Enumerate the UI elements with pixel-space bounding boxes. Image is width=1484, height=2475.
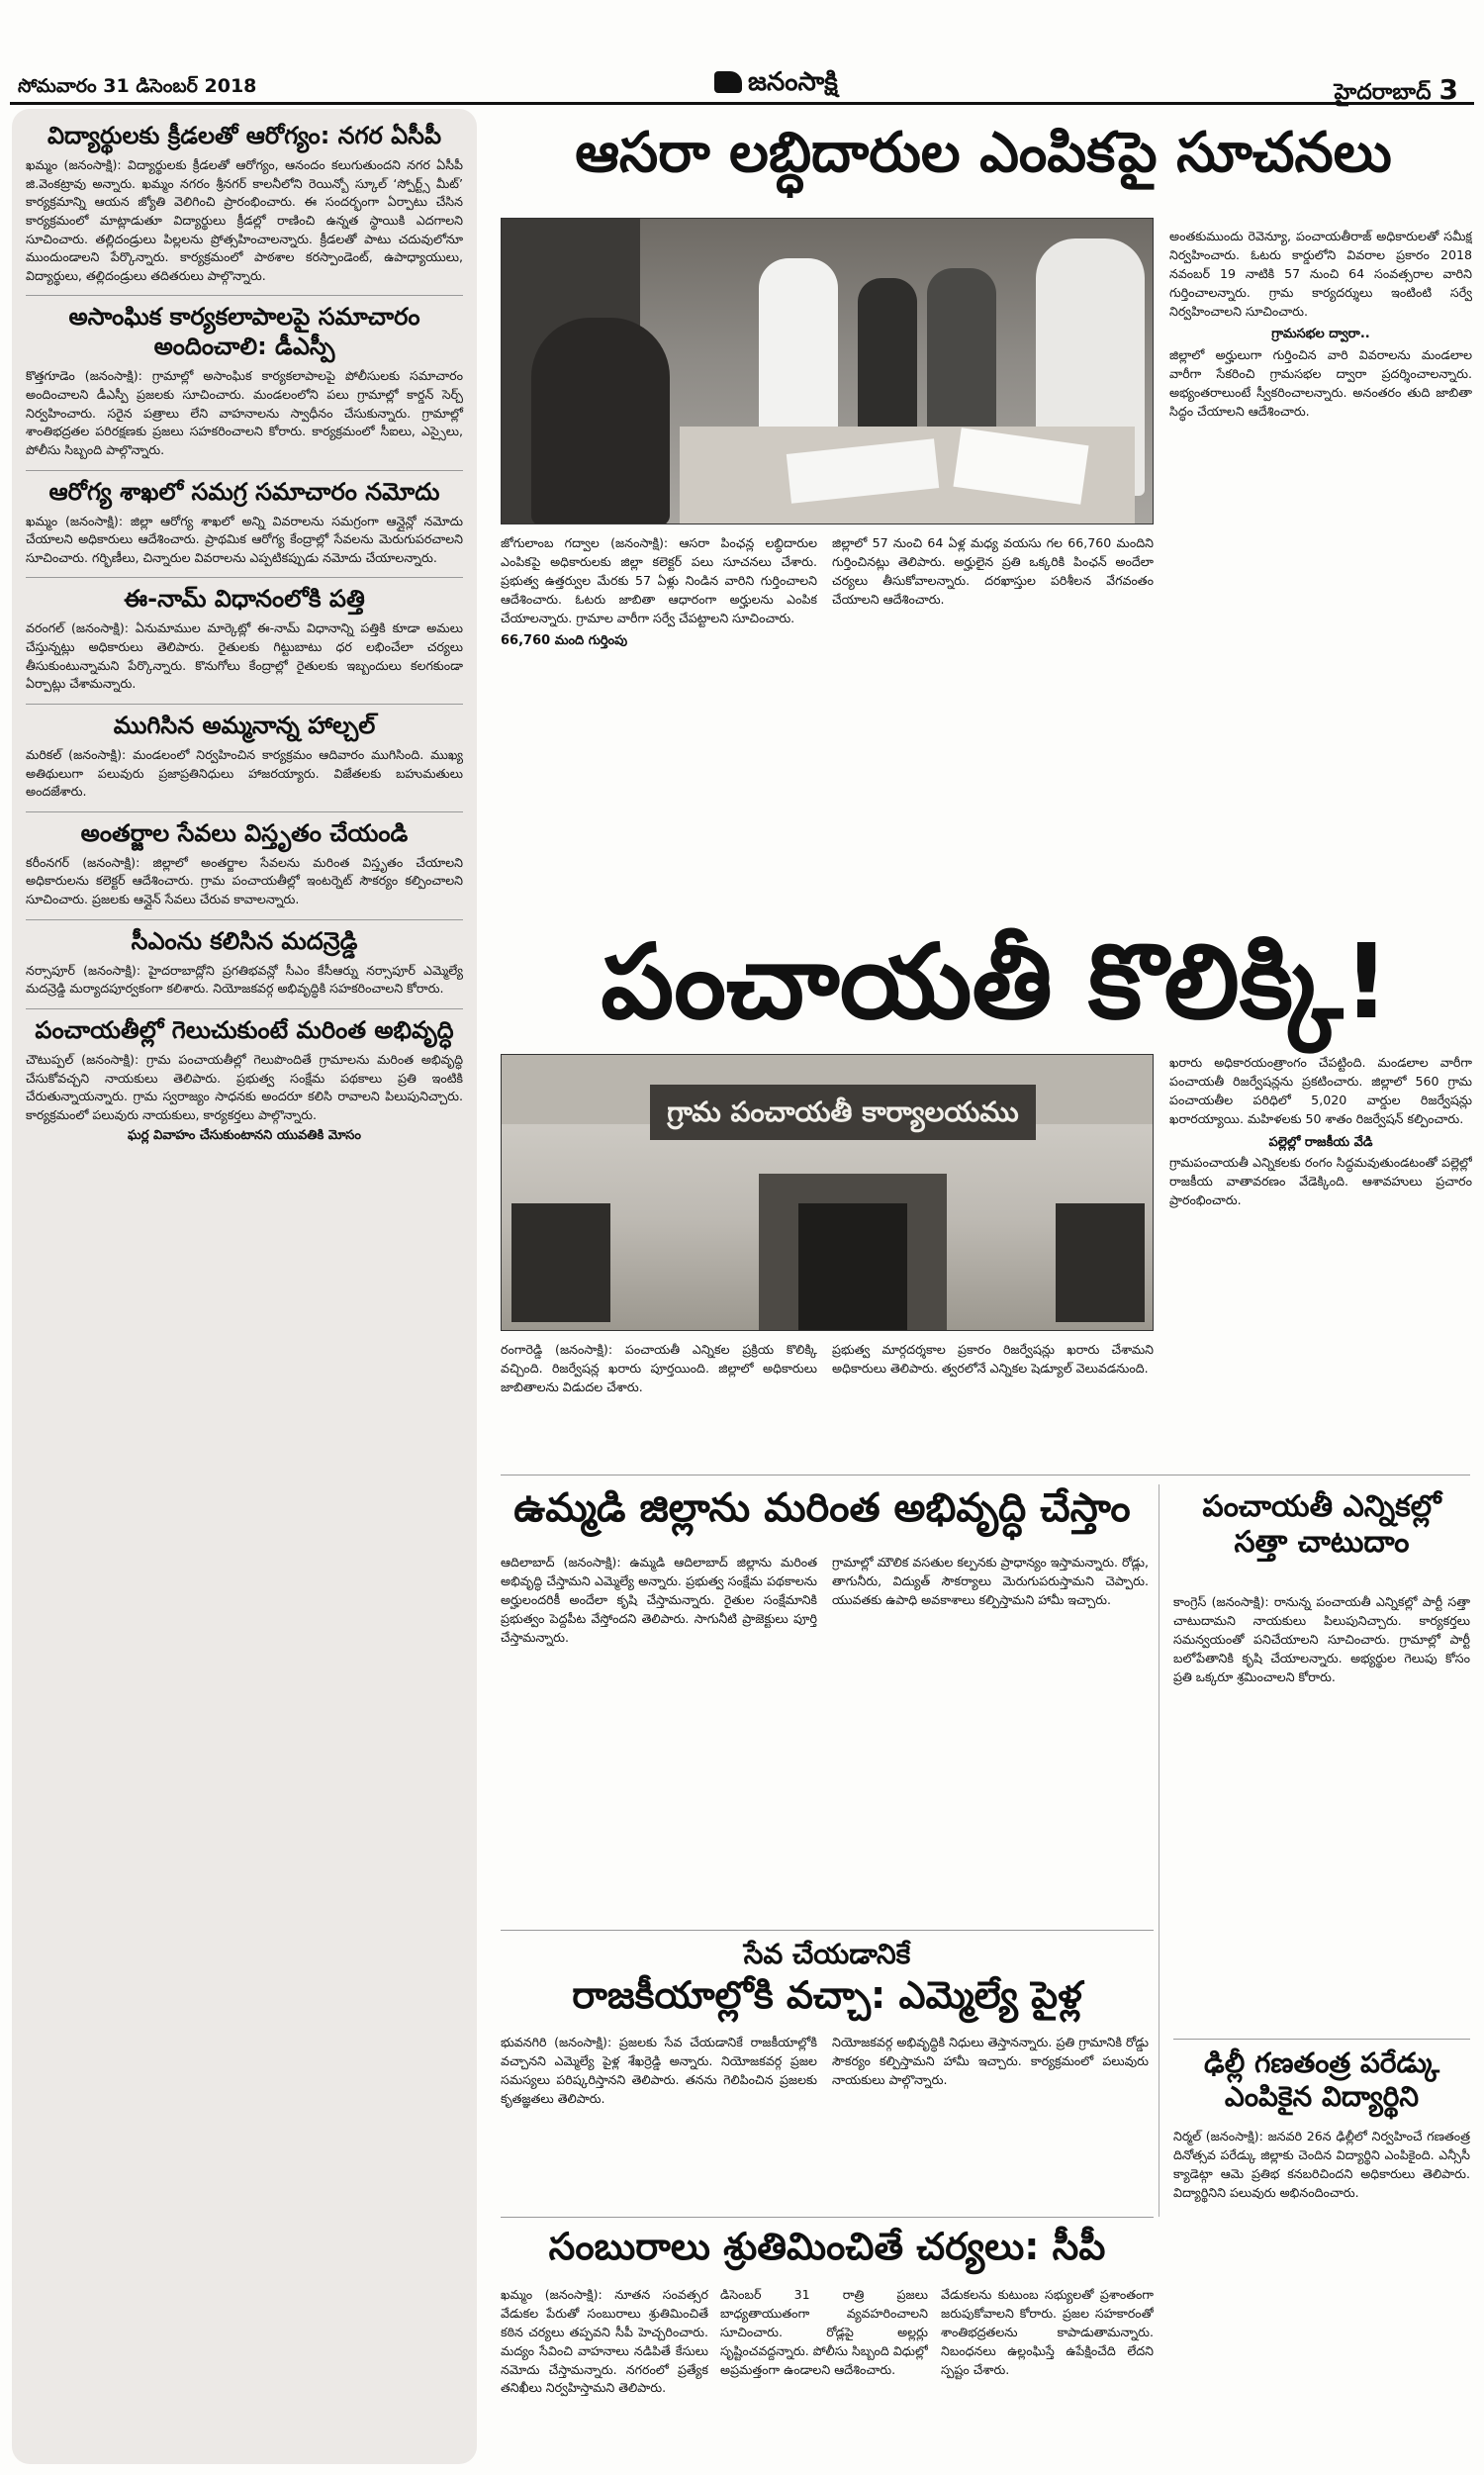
masthead xyxy=(10,65,1474,105)
rail-story-4-title: ఈ-నామ్ విధానంలోకి పత్తి xyxy=(124,585,365,614)
divider xyxy=(26,704,463,705)
mla-column-1 xyxy=(501,2034,817,2212)
lead-story-text-1: జోగులాంబ గద్వాల (జనంసాక్షి): ఆసరా పింఛన్ల లబ్ధిదారుల ఎంపికపై అధికారులకు జిల్లా కలెక్టర్ పలు సూచనలు చేశారు. ప్రభుత్వ ఉత్తర్వుల మేరకు 57 ఏళ్లు నిండిన వారిని గుర్తించాలని ఆదేశించారు. ఓటరు జాబితా ఆధారంగా అర్హులను ఎంపిక చేయాలన్నారు. గ్రామాల వారీగా సర్వే చేపట్టాలని సూచించారు. xyxy=(501,535,817,625)
paper-logo xyxy=(714,67,838,103)
divider xyxy=(26,919,463,920)
mla-headline: రాజకీయాల్లోకి వచ్చా: ఎమ్మెల్యే పైళ్ల xyxy=(572,1973,1082,2017)
lead-headline: ఆసరా లబ్ధిదారుల ఎంపికపై సూచనలు xyxy=(575,121,1392,185)
panchayat-subhead: పల్లెల్లో రాజకీయ వేడి xyxy=(1268,1134,1373,1150)
divider xyxy=(501,2217,1154,2218)
rail-story-6 xyxy=(26,818,463,909)
divider xyxy=(26,470,463,471)
mla-text-1: భువనగిరి (జనంసాక్షి): ప్రజలకు సేవ చేయడానికే రాజకీయాల్లోకి వచ్చానని ఎమ్మెల్యే పైళ్ల శేఖర్రెడ్డి అన్నారు. నియోజకవర్గ ప్రజల సమస్యలు పరిష్కరిస్తానని తెలిపారు. తనను గెలిపించిన ప్రజలకు కృతజ్ఞతలు తెలిపారు. xyxy=(501,2035,817,2106)
divider xyxy=(26,295,463,296)
celebrations-headline: సంబురాలు శ్రుతిమించితే చర్యలు: సీపీ xyxy=(548,2225,1106,2268)
page-number: 3 xyxy=(1438,73,1458,106)
lead-story-column-right xyxy=(1169,228,1472,653)
rail-story-8-body: చౌటుప్పల్ (జనంసాక్షి): గ్రామ పంచాయతీల్లో గెలుపొందితే గ్రామాలను మరింత అభివృద్ధి చేసుకోవచ్చని నాయకులు తెలిపారు. ప్రభుత్వ సంక్షేమ పథకాలు ప్రతి ఇంటికి చేరుతున్నాయన్నారు. గ్రామ స్వరాజ్యం సాధనకు అందరూ కలిసి రావాలని పిలుపునిచ్చారు. కార్యక్రమంలో పలువురు నాయకులు, కార్యకర్తలు పాల్గొన్నారు. xyxy=(26,1051,463,1122)
parade-headline: ఢిల్లీ గణతంత్ర పరేడ్కు ఎంపికైన విద్యార్థిని xyxy=(1204,2047,1439,2113)
left-news-rail xyxy=(12,109,477,2464)
panchayat-story-column-2 xyxy=(832,1341,1154,1460)
panchayat-story-column-1 xyxy=(501,1341,817,1460)
rail-story-5-title: ముగిసిన అమ్మనాన్న హాల్చల్ xyxy=(113,711,376,739)
parade-column xyxy=(1173,2128,1470,2454)
development-text-2: గ్రామాల్లో మౌలిక వసతుల కల్పనకు ప్రాధాన్యం ఇస్తామన్నారు. రోడ్లు, తాగునీరు, విద్యుత్ సౌకర్యాలు మెరుగుపరుస్తామని చెప్పారు. యువతకు ఉపాధి అవకాశాలు కల్పిస్తామని హామీ ఇచ్చారు. xyxy=(832,1555,1149,1607)
rail-story-5-body: మరికల్ (జనంసాక్షి): మండలంలో నిర్వహించిన కార్యక్రమం ఆదివారం ముగిసింది. ముఖ్య అతిథులుగా పలువురు ప్రజాప్రతినిధులు హాజరయ్యారు. విజేతలకు బహుమతులు అందజేశారు. xyxy=(26,746,463,800)
lead-story-text-4: జిల్లాలో అర్హులుగా గుర్తించిన వారి వివరాలను మండలాల వారీగా సేకరించి గ్రామసభల ద్వారా ప్రదర్శించాలన్నారు. అభ్యంతరాలుంటే స్వీకరించాలన్నారు. అనంతరం తుది జాబితా సిద్ధం చేయాలని ఆదేశించారు. xyxy=(1169,346,1472,419)
celebrations-column-3 xyxy=(941,2286,1154,2459)
edition-city xyxy=(1335,73,1458,110)
rail-story-8 xyxy=(26,1015,463,1147)
parade-text: నిర్మల్ (జనంసాక్షి): జనవరి 26న ఢిల్లీలో నిర్వహించే గణతంత్ర దినోత్సవ పరేడ్కు జిల్లాకు చెందిన విద్యార్థిని ఎంపికైంది. ఎన్సీసీ క్యాడెట్గా ఆమె ప్రతిభ కనబరిచిందని అధికారులు తెలిపారు. విద్యార్థినిని పలువురు అభినందించారు. xyxy=(1173,2129,1470,2200)
rail-story-2-body: కొత్తగూడెం (జనంసాక్షి): గ్రామాల్లో అసాంఘిక కార్యకలాపాలపై పోలీసులకు సమాచారం అందించాలని డీఎస్పీ ప్రజలకు సూచించారు. మండలంలోని పలు గ్రామాల్లో కార్డన్ సెర్చ్ నిర్వహించారు. సరైన పత్రాలు లేని వాహనాలను స్వాధీనం చేసుకున్నారు. గ్రామాల్లో శాంతిభద్రతల పరిరక్షణకు ప్రజలు సహకరించాలని కోరారు. కార్యక్రమంలో సీఐలు, ఎస్సైలు, పోలీసు సిబ్బంది పాల్గొన్నారు. xyxy=(26,368,463,457)
celebrations-column-2 xyxy=(720,2286,928,2459)
rail-story-5 xyxy=(26,711,463,802)
rail-story-7-title: సీఎంను కలిసిన మదన్రెడ్డి xyxy=(131,926,358,955)
panchayat-text-1: రంగారెడ్డి (జనంసాక్షి): పంచాయతీ ఎన్నికల ప్రక్రియ కొలిక్కి వచ్చింది. రిజర్వేషన్ల ఖరారు పూర్తయింది. జిల్లాలో అధికారులు జాబితాలను విడుదల చేశారు. xyxy=(501,1342,817,1394)
rail-story-3-body: ఖమ్మం (జనంసాక్షి): జిల్లా ఆరోగ్య శాఖలో అన్ని వివరాలను సమగ్రంగా ఆన్లైన్లో నమోదు చేయాలని అధికారులు ఆదేశించారు. ప్రాథమిక ఆరోగ్య కేంద్రాల్లో సేవలను మెరుగుపరచాలని సూచించారు. గర్భిణీలు, చిన్నారుల వివరాలను ఎప్పటికప్పుడు నమోదు చేయాలన్నారు. xyxy=(26,513,463,565)
development-column-1 xyxy=(501,1554,817,1930)
rail-story-8-subhead: ఘర్ల వివాహం చేసుకుంటానని యువతికి మోసం xyxy=(128,1128,361,1144)
rail-story-3 xyxy=(26,477,463,568)
lead-story-column-2 xyxy=(832,534,1154,831)
panchayat-text-2: ప్రభుత్వ మార్గదర్శకాల ప్రకారం రిజర్వేషన్లు ఖరారు చేశామని అధికారులు తెలిపారు. త్వరలోనే ఎన్నికల షెడ్యూల్ వెలువడనుంది. xyxy=(832,1342,1154,1376)
rail-story-3-title: ఆరోగ్య శాఖలో సమగ్ర సమాచారం నమోదు xyxy=(48,477,440,506)
rail-story-2-title: అసాంఘిక కార్యకలాపాలపై సమాచారం అందించాలి: డీఎస్పీ xyxy=(68,303,420,361)
lead-story-subhead: 66,760 మంది గుర్తింపు xyxy=(501,633,628,649)
lead-story-text-2: జిల్లాలో 57 నుంచి 64 ఏళ్ల మధ్య వయసు గల 66,760 మందిని గుర్తించినట్లు తెలిపారు. అర్హులైన ప్రతి ఒక్కరికి పింఛన్ అందేలా చర్యలు తీసుకోవాలన్నారు. దరఖాస్తుల పరిశీలన వేగవంతం చేయాలని ఆదేశించారు. xyxy=(832,535,1154,607)
lead-photo xyxy=(501,218,1154,524)
rail-story-4 xyxy=(26,584,463,694)
panchayat-text-4: గ్రామపంచాయతీ ఎన్నికలకు రంగం సిద్ధమవుతుండటంతో పల్లెల్లో రాజకీయ వాతావరణం వేడెక్కింది. ఆశావహులు ప్రచారం ప్రారంభించారు. xyxy=(1169,1155,1472,1207)
elections-column xyxy=(1173,1593,1470,2029)
rail-story-2 xyxy=(26,302,463,459)
celebrations-text-1: ఖమ్మం (జనంసాక్షి): నూతన సంవత్సర వేడుకల పేరుతో సంబురాలు శ్రుతిమించితే కఠిన చర్యలు తప్పవని సీపీ హెచ్చరించారు. మద్యం సేవించి వాహనాలు నడిపితే కేసులు నమోదు చేస్తామన్నారు. నగరంలో ప్రత్యేక తనిఖీలు నిర్వహిస్తామని తెలిపారు. xyxy=(501,2287,708,2396)
rail-story-7 xyxy=(26,926,463,999)
panchayat-headline: పంచాయతీ కొలిక్కి! xyxy=(601,921,1390,1042)
development-column-2 xyxy=(832,1554,1149,1930)
development-headline: ఉమ్మడి జిల్లాను మరింత అభివృద్ధి చేస్తాం xyxy=(513,1485,1131,1531)
celebrations-text-2: డిసెంబర్ 31 రాత్రి ప్రజలు బాధ్యతాయుతంగా వ్యవహరించాలని సూచించారు. రోడ్లపై అల్లర్లు సృష్టించవద్దన్నారు. పోలీసు సిబ్బంది విధుల్లో అప్రమత్తంగా ఉండాలని ఆదేశించారు. xyxy=(720,2287,928,2377)
rail-story-1-title: విద్యార్థులకు క్రీడలతో ఆరోగ్యం: నగర ఏసీపీ xyxy=(46,122,442,149)
rail-story-6-body: కరీంనగర్ (జనంసాక్షి): జిల్లాలో అంతర్జాల సేవలను మరింత విస్తృతం చేయాలని అధికారులను కలెక్టర్ ఆదేశించారు. గ్రామ పంచాయతీల్లో ఇంటర్నెట్ సౌకర్యం కల్పించాలని సూచించారు. ప్రజలకు ఆన్లైన్ సేవలు చేరువ కావాలన్నారు. xyxy=(26,854,463,906)
rail-story-7-body: నర్సాపూర్ (జనంసాక్షి): హైదరాబాద్లోని ప్రగతిభవన్లో సీఎం కేసీఆర్ను నర్సాపూర్ ఎమ్మెల్యే మదన్రెడ్డి మర్యాదపూర్వకంగా కలిశారు. నియోజకవర్గ అభివృద్ధికి సహకరించాలని కోరారు. xyxy=(26,962,463,997)
city-name: హైదరాబాద్ xyxy=(1334,80,1432,105)
panchayat-office-photo xyxy=(501,1054,1154,1331)
lead-story-text-3: అంతకుముందు రెవెన్యూ, పంచాయతీరాజ్ అధికారులతో సమీక్ష నిర్వహించారు. ఓటరు కార్డులోని వివరాల ప్రకారం 2018 నవంబర్ 19 నాటికి 57 నుంచి 64 సంవత్సరాల వారిని గుర్తించాలన్నారు. గ్రామ కార్యదర్శులు ఇంటింటి సర్వే నిర్వహించాలని సూచించారు. xyxy=(1169,229,1472,319)
issue-date: సోమవారం 31 డిసెంబర్ 2018 xyxy=(18,75,257,97)
office-sign: గ్రామ పంచాయతీ కార్యాలయము xyxy=(650,1085,1036,1140)
rail-story-4-body: వరంగల్ (జనంసాక్షి): ఏనుమాముల మార్కెట్లో ఈ-నామ్ విధానాన్ని పత్తికి కూడా అమలు చేస్తున్నట్లు అధికారులు తెలిపారు. రైతులకు గిట్టుబాటు ధర లభించేలా చర్యలు తీసుకుంటున్నామని పేర్కొన్నారు. కొనుగోలు కేంద్రాల్లో రైతులకు ఇబ్బందులు కలగకుండా ఏర్పాట్లు చేశామన్నారు. xyxy=(26,620,463,692)
panchayat-story-column-right xyxy=(1169,1054,1472,1470)
development-text-1: ఆదిలాబాద్ (జనంసాక్షి): ఉమ్మడి ఆదిలాబాద్ జిల్లాను మరింత అభివృద్ధి చేస్తామని ఎమ్మెల్యే అన్నారు. ప్రభుత్వ సంక్షేమ పథకాలను అర్హులందరికీ అందేలా కృషి చేస్తామన్నారు. రైతుల సంక్షేమానికి ప్రభుత్వం పెద్దపీట వేస్తోందని తెలిపారు. సాగునీటి ప్రాజెక్టులు పూర్తి చేస్తామన్నారు. xyxy=(501,1555,817,1645)
divider xyxy=(501,1930,1154,1931)
celebrations-column-1 xyxy=(501,2286,708,2459)
rail-story-8-title: పంచాయతీల్లో గెలుచుకుంటే మరింత అభివృద్ధి xyxy=(35,1015,454,1044)
main-news-area xyxy=(491,109,1476,2464)
lead-story-column-1 xyxy=(501,534,817,831)
divider xyxy=(1173,2039,1470,2040)
mla-column-2 xyxy=(832,2034,1149,2212)
elections-text: కాంగ్రెస్ (జనంసాక్షి): రానున్న పంచాయతీ ఎన్నికల్లో పార్టీ సత్తా చాటుదామని నాయకులు పిలుపునిచ్చారు. కార్యకర్తలు సమన్వయంతో పనిచేయాలని సూచించారు. గ్రామాల్లో పార్టీ బలోపేతానికి కృషి చేయాలన్నారు. అభ్యర్థుల గెలుపు కోసం ప్రతి ఒక్కరూ శ్రమించాలని కోరారు. xyxy=(1173,1594,1470,1684)
mla-kicker: సేవ చేయడానికే xyxy=(743,1938,911,1970)
divider xyxy=(26,577,463,578)
lead-story-subhead-2: గ్రామసభల ద్వారా.. xyxy=(1271,327,1370,342)
celebrations-text-3: వేడుకలను కుటుంబ సభ్యులతో ప్రశాంతంగా జరుపుకోవాలని కోరారు. ప్రజల సహకారంతో శాంతిభద్రతలను కాపాడుతామన్నారు. నిబంధనలు ఉల్లంఘిస్తే ఉపేక్షించేది లేదని స్పష్టం చేశారు. xyxy=(941,2287,1154,2377)
panchayat-text-3: ఖరారు అధికారయంత్రాంగం చేపట్టింది. మండలాల వారీగా పంచాయతీ రిజర్వేషన్లను ప్రకటించారు. జిల్లాలో 560 గ్రామ పంచాయతీల పరిధిలో 5,020 వార్డుల రిజర్వేషన్లు ఖరారయ్యాయి. మహిళలకు 50 శాతం రిజర్వేషన్ కల్పించారు. xyxy=(1169,1055,1472,1126)
elections-headline: పంచాయతీ ఎన్నికల్లో సత్తా చాటుదాం xyxy=(1202,1489,1441,1560)
rail-story-1 xyxy=(26,121,463,285)
divider xyxy=(26,1008,463,1009)
paper-name: జనంసాక్షి xyxy=(748,67,838,97)
mla-text-2: నియోజకవర్గ అభివృద్ధికి నిధులు తెస్తానన్నారు. ప్రతి గ్రామానికి రోడ్డు సౌకర్యం కల్పిస్తామని హామీ ఇచ్చారు. కార్యక్రమంలో పలువురు నాయకులు పాల్గొన్నారు. xyxy=(832,2035,1149,2087)
rail-story-1-body: ఖమ్మం (జనంసాక్షి): విద్యార్థులకు క్రీడలతో ఆరోగ్యం, ఆనందం కలుగుతుందని నగర ఏసీపీ జి.వెంకట్రావు అన్నారు. ఖమ్మం నగరం శ్రీనగర్ కాలనీలోని రెయిన్బో స్కూల్ ‘స్పోర్ట్స్ మీట్’ కార్యక్రమాన్ని ఆయన జ్యోతి వెలిగించి ప్రారంభించారు. ఈ సందర్భంగా ఏర్పాటు చేసిన కార్యక్రమంలో మాట్లాడుతూ విద్యార్థులు క్రీడల్లో రాణించి ఉన్నత స్థాయికి ఎదగాలని సూచించారు. తల్లిదండ్రులు పిల్లలను ప్రోత్సహించాలన్నారు. క్రీడలతో పాటు చదువులోనూ ముందుండాలని పేర్కొన్నారు. కార్యక్రమంలో పాఠశాల కరస్పాండెంట్, ఉపాధ్యాయులు, విద్యార్థులు, తల్లిదండ్రులు తదితరులు పాల్గొన్నారు. xyxy=(26,157,463,283)
rail-story-6-title: అంతర్జాల సేవలు విస్తృతం చేయండి xyxy=(80,818,409,847)
janam-sakshi-logo-icon xyxy=(714,71,742,93)
divider xyxy=(26,811,463,812)
